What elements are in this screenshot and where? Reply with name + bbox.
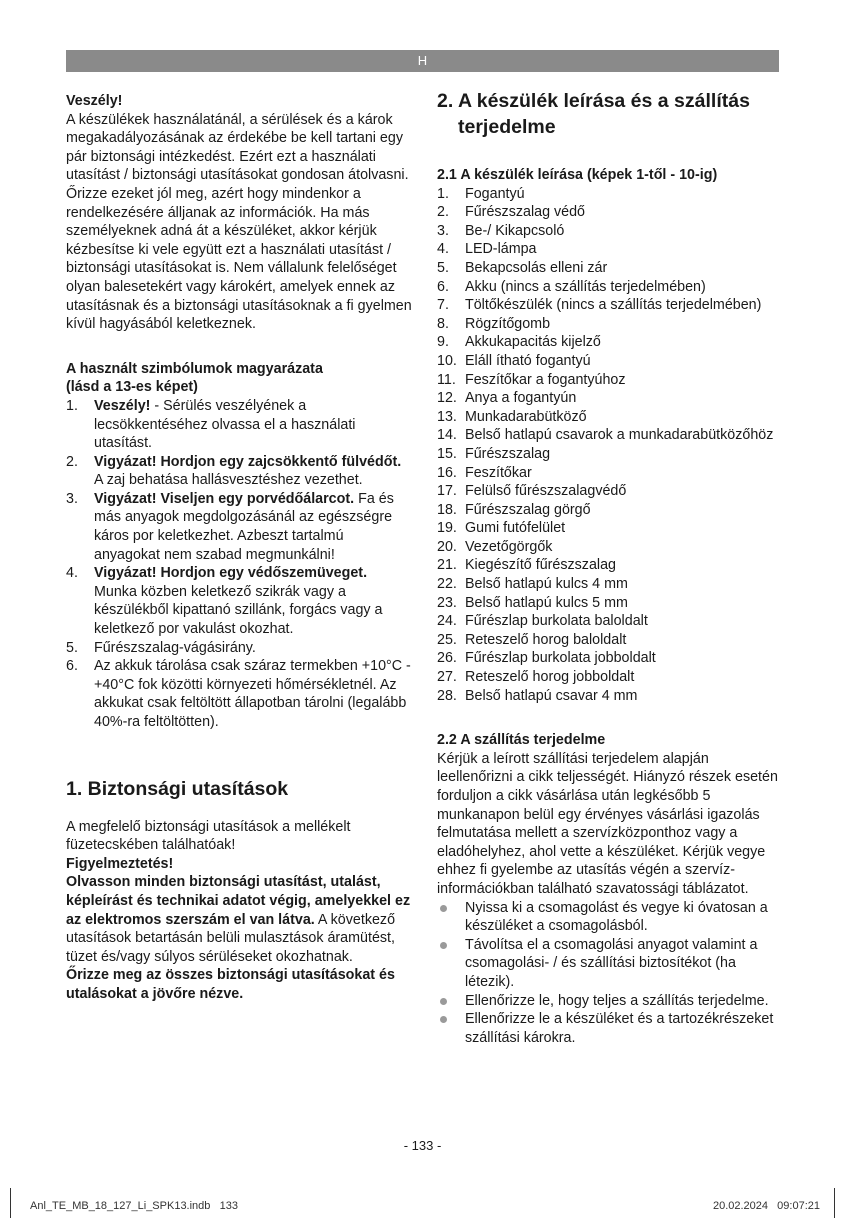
part-item: 6. Akku (nincs a szállítás terjedelmében) [437, 278, 706, 295]
part-item: 1. Fogantyú [437, 185, 525, 202]
section-2-heading: 2. A készülék leírása és a szállítás terjedelme [437, 90, 750, 138]
part-item: 4. LED-lámpa [437, 241, 537, 258]
bullet-icon [440, 998, 447, 1005]
symbols-list [66, 397, 412, 732]
footer-file-info: Anl_TE_MB_18_127_Li_SPK13.indb 133 [30, 1200, 238, 1212]
part-item: 16. Feszítőkar [437, 464, 532, 481]
checklist [437, 899, 782, 1048]
symbol-item: 5. Fűrészszalag-vágásirány. [66, 639, 256, 656]
symbol-item: 3. Vigyázat! Viseljen egy porvédőálarcot. Fa és más anyagok megdolgozásánál az egészségre káros por keletkezhet. Azbeszt tartalmú anyagokat nem szabad megmunkálni! [66, 490, 394, 563]
part-item: 11. Feszítőkar a fogantyúhoz [437, 371, 626, 388]
parts-list [437, 185, 782, 706]
part-item: 20. Vezetőgörgők [437, 538, 553, 555]
part-item: 15. Fűrészszalag [437, 445, 551, 462]
page-number: - 133 - [403, 1138, 442, 1153]
symbol-item: 4. Vigyázat! Hordjon egy védőszemüveget. Munka közben keletkező szikrák vagy a készülékből kipattanó szillánk, forgács vagy a keletkező por vakulást okozhat. [66, 565, 383, 638]
left-column [66, 92, 412, 1004]
symbol-item: 2. Vigyázat! Hordjon egy zajcsökkentő fülvédőt. A zaj behatása hallásvesztéshez vezethet. [66, 453, 402, 489]
part-item: 26. Fűrészlap burkolata jobboldalt [437, 650, 656, 667]
right-column [437, 92, 782, 1047]
crop-mark-left [10, 1188, 11, 1218]
part-item: 17. Felülső fűrészszalagvédő [437, 483, 627, 500]
part-item: 25. Reteszelő horog baloldalt [437, 631, 627, 648]
part-item: 2. Fűrészszalag védő [437, 204, 585, 221]
part-item: 13. Munkadarabütköző [437, 408, 587, 425]
part-item: 27. Reteszelő horog jobboldalt [437, 669, 635, 686]
language-code: H [417, 53, 428, 68]
part-item: 5. Bekapcsolás elleni zár [437, 259, 608, 276]
part-item: 10. Eláll ítható fogantyú [437, 352, 591, 369]
part-item: 22. Belső hatlapú kulcs 4 mm [437, 576, 628, 593]
part-item: 7. Töltőkészülék (nincs a szállítás terjedelmében) [437, 297, 762, 314]
safety-text: A megfelelő biztonsági utasítások a mellékelt füzetecskében találhatóak! [66, 818, 351, 854]
footer-timestamp: 20.02.2024 09:07:21 [712, 1200, 820, 1212]
checklist-item: Távolítsa el a csomagolási anyagot valamint a csomagolási- / és szállítási biztosítékot (ha létezik). [437, 936, 782, 992]
symbols-title-line2: (lásd a 13-es képet) [66, 379, 198, 396]
crop-mark-right [834, 1188, 835, 1218]
checklist-item: Ellenőrizze le a készüléket és a tartozékrészeket szállítási károkra. [437, 1010, 782, 1047]
part-item: 18. Fűrészszalag görgő [437, 501, 591, 518]
danger-title: Veszély! [66, 93, 123, 109]
symbols-title-line1: A használt szimbólumok magyarázata [66, 360, 323, 377]
attention-paragraph: Olvasson minden biztonsági utasítást, utalást, képleírást és technikai adatot végig, amelyekkel ez az elektromos szerszám el van látva. A következő utasítások betartásán belüli mulasztások áramütést, tüzet és/vagy súlyos sérüléseket okozhatnak. [66, 874, 411, 965]
language-header-bar [66, 50, 779, 72]
part-item: 19. Gumi futófelület [437, 520, 566, 537]
danger-text: A készülékek használatánál, a sérülések és a károk megakadályozásának az érdekébe be kell tartani egy pár biztonsági intézkedést. Ezért ezt a használati utasítást / biztonsági utasításokat gondosan átolvasni. Őrizze ezeket jól meg, azért hogy mindenkor a rendelkezésére álljanak az információk. Ha más személyeknek adná át a készüléket, akkor kérjük kézbesítse ki vele együtt ezt a használati utasítást / biztonsági utasításokat is. Nem vállalunk felelőséget olyan balesetekért vagy károkért, amelyek ennek az utasításnak és a biztonsági utasításoknak a fi gyelmen kívül hagyásából keletkeznek. [66, 111, 412, 333]
part-item: 21. Kiegészítő fűrészszalag [437, 557, 616, 574]
delivery-text: Kérjük a leírott szállítási terjedelem alapján leellenőrizni a cikk teljességét. Hiányzó részek esetén forduljon a cikk vásárlása után legkésőbb 5 munkanapon belül egy érvényes vásárlási igazolás felmutatása mellett a szervízközponthoz vagy a eladóhelyhez, ahol vette a készüléket. Kérjük vegye ehhez fi gyelembe az utasítás végén a szervíz-információkban található szavatossági táblázatot. [437, 750, 778, 897]
description-subheading: 2.1 A készülék leírása (képek 1-től - 10-ig) [437, 167, 718, 183]
part-item: 28. Belső hatlapú csavar 4 mm [437, 687, 638, 704]
part-item: 12. Anya a fogantyún [437, 390, 577, 407]
part-item: 8. Rögzítőgomb [437, 315, 551, 332]
safety-heading: 1. Biztonsági utasítások [66, 777, 289, 800]
part-item: 24. Fűrészlap burkolata baloldalt [437, 613, 648, 630]
part-item: 14. Belső hatlapú csavarok a munkadarabütközőhöz [437, 427, 774, 444]
part-item: 23. Belső hatlapú kulcs 5 mm [437, 594, 628, 611]
part-item: 3. Be-/ Kikapcsoló [437, 222, 565, 239]
bullet-icon [440, 905, 447, 912]
keep-instructions: Őrizze meg az összes biztonsági utasításokat és utalásokat a jövőre nézve. [66, 967, 395, 1002]
symbol-item: 1. Veszély! - Sérülés veszélyének a lecsökkentéséhez olvassa el a használati utasítást. [66, 397, 356, 452]
attention-label: Figyelmeztetés! [66, 855, 174, 872]
delivery-subheading: 2.2 A szállítás terjedelme [437, 732, 606, 749]
symbol-item: 6. Az akkuk tárolása csak száraz termekben +10°C - +40°C fok közötti környezeti hőmérsékletnél. Az akkukat csak feltöltött állapotban tárolni (legalább 40%-ra feltöltötten). [66, 658, 411, 730]
bullet-icon [440, 942, 447, 949]
checklist-item: Nyissa ki a csomagolást és vegye ki óvatosan a készüléket a csomagolásból. [437, 899, 782, 936]
bullet-icon [440, 1016, 447, 1023]
part-item: 9. Akkukapacitás kijelző [437, 334, 601, 351]
checklist-item: Ellenőrizze le, hogy teljes a szállítás terjedelme. [437, 992, 782, 1011]
